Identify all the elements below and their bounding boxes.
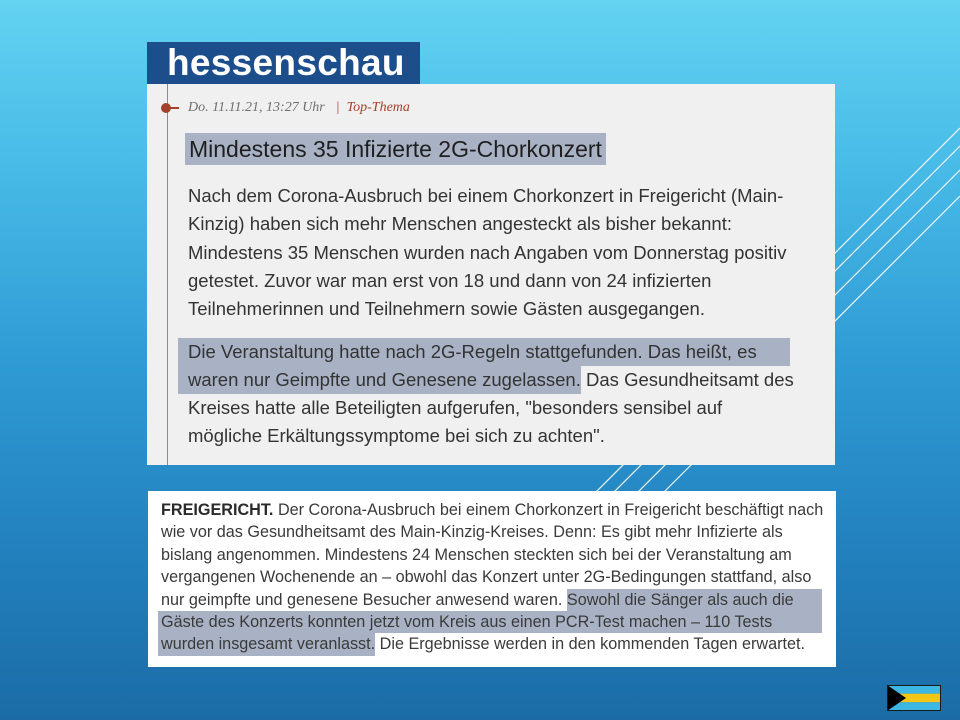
text-line bbox=[178, 422, 790, 450]
flag-icon bbox=[887, 685, 941, 711]
highlighted-text: Die Veranstaltung hatte nach 2G-Regeln stattgefunden. Das heißt, es bbox=[178, 338, 790, 366]
article-meta bbox=[188, 99, 410, 117]
dateline: FREIGERICHT. bbox=[161, 501, 274, 519]
text-segment: vergangenen Wochenende an – obwohl das Konzert unter 2G-Bedingungen stattfand, also bbox=[161, 568, 812, 587]
article-card-hessenschau bbox=[147, 84, 835, 465]
highlighted-text: waren nur Geimpfte und Genesene zugelassen. bbox=[178, 366, 581, 394]
highlighted-text: wurden insgesamt veranlasst. bbox=[158, 633, 375, 655]
text-line bbox=[158, 633, 822, 655]
text-line: getestet. Zuvor war man erst von 18 und dann von 24 infizierten bbox=[188, 269, 712, 291]
text-line bbox=[178, 366, 794, 394]
text-line: Nach dem Corona-Ausbruch bei einem Chorkonzert in Freigericht (Main- bbox=[188, 185, 784, 206]
article-category: Top-Thema bbox=[346, 100, 410, 115]
text-line bbox=[178, 394, 790, 422]
text-segment: Die Ergebnisse werden in den kommenden Tagen erwartet. bbox=[379, 635, 805, 654]
text-line bbox=[158, 611, 822, 633]
highlighted-text: Sowohl die Sänger als auch die bbox=[567, 589, 822, 611]
timeline-connector bbox=[169, 107, 179, 109]
text-segment: bislang angenommen. Mindestens 24 Menschen steckten sich bei der Veranstaltung am bbox=[161, 545, 792, 564]
text-line bbox=[178, 338, 790, 366]
article-paragraph-2 bbox=[178, 338, 794, 450]
highlighted-text: Gäste des Konzerts konnten jetzt vom Kreis aus einen PCR-Test machen – 110 Tests bbox=[158, 611, 822, 633]
newspaper-paragraph bbox=[158, 499, 822, 656]
text-segment: Der Corona-Ausbruch bei einem Chorkonzert in Freigericht beschäftigt nach bbox=[277, 501, 824, 519]
text-line: Teilnehmerinnen und Teilnehmern sowie Gästen ausgegangen. bbox=[188, 298, 705, 320]
timeline-line bbox=[167, 84, 168, 465]
hessenschau-logo bbox=[147, 42, 420, 84]
article-paragraph-1 bbox=[188, 182, 787, 323]
article-card-newspaper bbox=[148, 491, 836, 667]
article-headline: Mindestens 35 Infizierte 2G-Chorkonzert bbox=[185, 133, 606, 165]
text-line bbox=[158, 566, 822, 588]
text-segment: Das Gesundheitsamt des bbox=[586, 369, 794, 390]
article-date: Do. 11.11.21, 13:27 Uhr bbox=[188, 100, 325, 115]
text-line: Mindestens 35 Menschen wurden nach Angaben vom Donnerstag positiv bbox=[188, 241, 787, 263]
text-segment: mögliche Erkältungssymptome bei sich zu achten". bbox=[188, 425, 605, 446]
text-segment: Kreises hatte alle Beteiligten aufgerufen, "besonders sensibel auf bbox=[188, 397, 723, 418]
text-line bbox=[158, 499, 822, 521]
text-segment: nur geimpfte und genesene Besucher anwesend waren. bbox=[161, 590, 563, 609]
text-line bbox=[158, 544, 822, 566]
logo-text: hessenschau bbox=[167, 42, 405, 83]
text-line bbox=[158, 521, 822, 543]
text-segment: wie vor das Gesundheitsamt des Main-Kinzig-Kreises. Denn: Es gibt mehr Infizierte als bbox=[161, 523, 783, 542]
next-slide-button[interactable] bbox=[887, 685, 941, 711]
meta-separator: | bbox=[335, 100, 340, 115]
text-line bbox=[158, 589, 822, 611]
text-line: Kinzig) haben sich mehr Menschen angesteckt als bisher bekannt: bbox=[188, 213, 732, 235]
